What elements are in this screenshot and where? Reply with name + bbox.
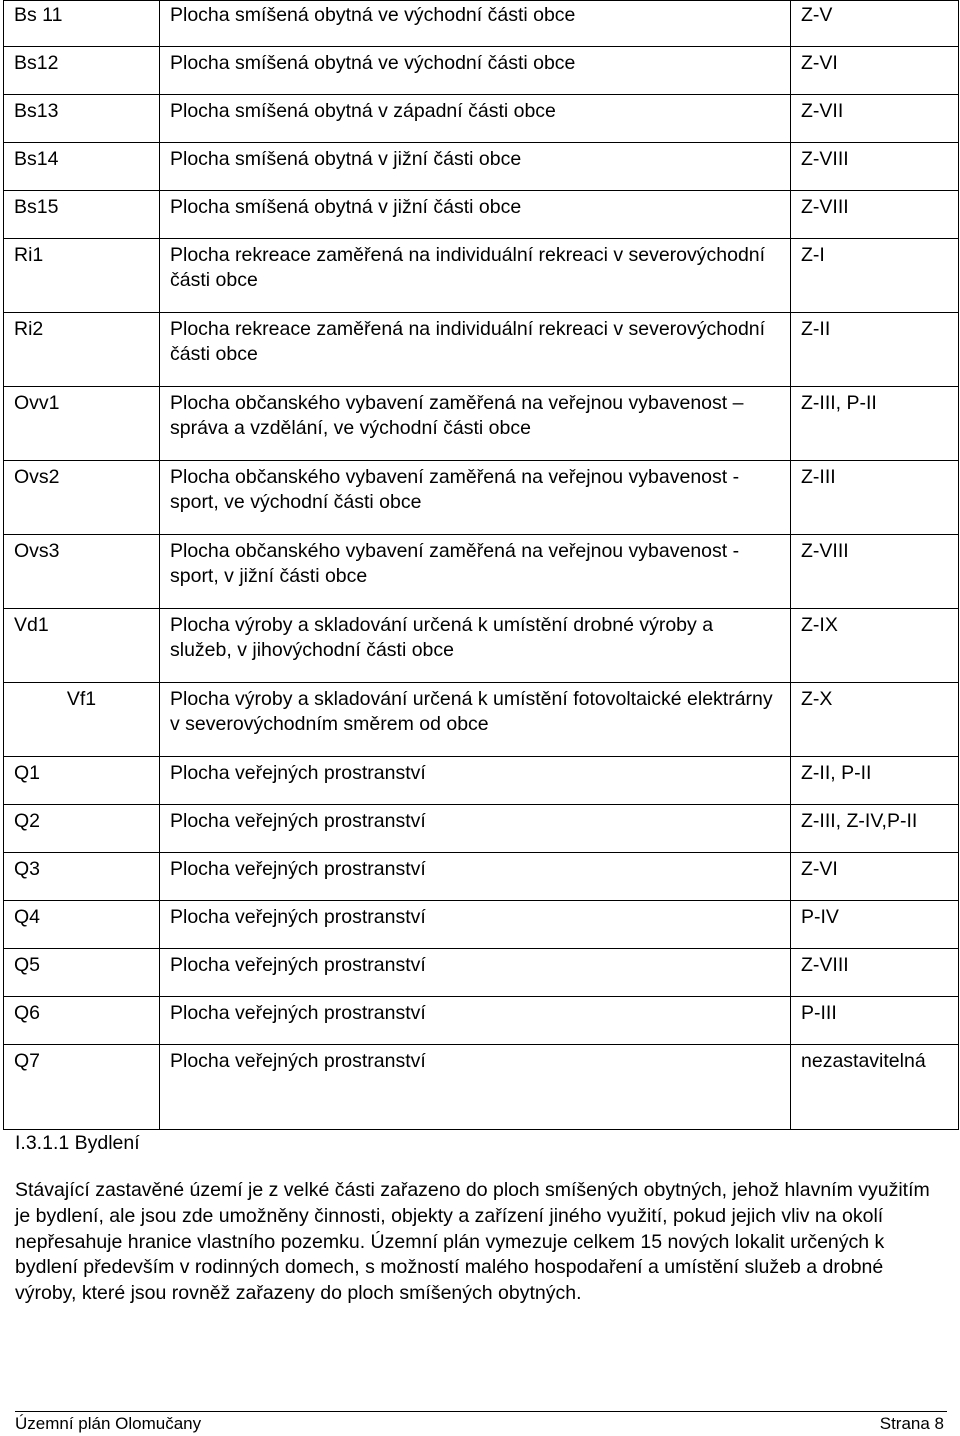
area-description: Plocha veřejných prostranství <box>160 901 791 949</box>
area-description: Plocha občanského vybavení zaměřená na veřejnou vybavenost – správa a vzdělání, ve východní části obce <box>160 387 791 461</box>
area-code: Bs13 <box>4 95 160 143</box>
zone-reference: Z-VIII <box>791 535 959 609</box>
section-paragraph: Stávající zastavěné území je z velké části zařazeno do ploch smíšených obytných, jehož hlavním využitím je bydlení, ale jsou zde umožněny činnosti, objekty a zařízení jiného využití, pokud jejich vliv na okolí nepřesahuje hranice vlastního pozemku. Územní plán vymezuje celkem 15 nových lokalit určených k bydlení především v rodinných domech, s možností malého hospodaření a umístění služeb a drobné výroby, které jsou rovněž zařazeny do ploch smíšených obytných. <box>15 1179 930 1305</box>
zone-reference: P-III <box>791 997 959 1045</box>
table-row <box>4 95 959 143</box>
table-row <box>4 239 959 313</box>
table-row <box>4 609 959 683</box>
area-description: Plocha veřejných prostranství <box>160 997 791 1045</box>
area-code: Ovs3 <box>4 535 160 609</box>
area-description: Plocha smíšená obytná ve východní části obce <box>160 1 791 47</box>
area-code: Bs15 <box>4 191 160 239</box>
footer-divider <box>15 1411 947 1412</box>
area-code: Q5 <box>4 949 160 997</box>
table-row <box>4 387 959 461</box>
zone-reference: Z-VIII <box>791 143 959 191</box>
zone-reference: nezastavitelná <box>791 1045 959 1130</box>
table-row <box>4 805 959 853</box>
section-heading: I.3.1.1 Bydlení <box>15 1132 140 1154</box>
table-row <box>4 313 959 387</box>
zone-reference: Z-III, P-II <box>791 387 959 461</box>
table-row <box>4 191 959 239</box>
area-description: Plocha smíšená obytná v jižní části obce <box>160 143 791 191</box>
zones-table <box>3 0 959 1130</box>
area-description: Plocha veřejných prostranství <box>160 805 791 853</box>
area-description: Plocha smíšená obytná ve východní části obce <box>160 47 791 95</box>
zone-reference: Z-I <box>791 239 959 313</box>
area-description: Plocha veřejných prostranství <box>160 853 791 901</box>
area-code: Q1 <box>4 757 160 805</box>
area-description: Plocha rekreace zaměřená na individuální rekreaci v severovýchodní části obce <box>160 239 791 313</box>
table-row <box>4 1045 959 1130</box>
area-description: Plocha výroby a skladování určená k umístění drobné výroby a služeb, v jihovýchodní části obce <box>160 609 791 683</box>
area-description: Plocha rekreace zaměřená na individuální rekreaci v severovýchodní části obce <box>160 313 791 387</box>
table-row <box>4 757 959 805</box>
zone-reference: Z-IX <box>791 609 959 683</box>
zone-reference: Z-VIII <box>791 191 959 239</box>
zone-reference: Z-VII <box>791 95 959 143</box>
area-code: Ri2 <box>4 313 160 387</box>
area-code: Q3 <box>4 853 160 901</box>
zone-reference: Z-III, Z-IV,P-II <box>791 805 959 853</box>
zone-reference: Z-III <box>791 461 959 535</box>
table-row <box>4 683 959 757</box>
zone-reference: Z-II <box>791 313 959 387</box>
table-row <box>4 949 959 997</box>
area-description: Plocha výroby a skladování určená k umístění fotovoltaické elektrárny v severovýchodním směrem od obce <box>160 683 791 757</box>
area-code: Ri1 <box>4 239 160 313</box>
area-description: Plocha smíšená obytná v západní části obce <box>160 95 791 143</box>
area-code: Bs12 <box>4 47 160 95</box>
table-row <box>4 997 959 1045</box>
table-row <box>4 47 959 95</box>
area-description: Plocha veřejných prostranství <box>160 949 791 997</box>
area-code: Q2 <box>4 805 160 853</box>
zone-reference: Z-V <box>791 1 959 47</box>
zones-table-body <box>4 1 959 1130</box>
area-description: Plocha občanského vybavení zaměřená na veřejnou vybavenost - sport, v jižní části obce <box>160 535 791 609</box>
zone-reference: Z-II, P-II <box>791 757 959 805</box>
area-code: Q7 <box>4 1045 160 1130</box>
zone-reference: Z-VI <box>791 47 959 95</box>
table-row <box>4 535 959 609</box>
zone-reference: Z-X <box>791 683 959 757</box>
area-code: Bs 11 <box>4 1 160 47</box>
table-row <box>4 143 959 191</box>
area-description: Plocha smíšená obytná v jižní části obce <box>160 191 791 239</box>
area-code: Ovv1 <box>4 387 160 461</box>
table-row <box>4 1 959 47</box>
area-description: Plocha veřejných prostranství <box>160 757 791 805</box>
area-code: Vf1 <box>4 683 160 757</box>
footer-document-title: Územní plán Olomučany <box>15 1414 202 1433</box>
area-code: Q6 <box>4 997 160 1045</box>
area-code: Q4 <box>4 901 160 949</box>
area-code: Vd1 <box>4 609 160 683</box>
area-description: Plocha veřejných prostranství <box>160 1045 791 1130</box>
area-description: Plocha občanského vybavení zaměřená na veřejnou vybavenost - sport, ve východní části obce <box>160 461 791 535</box>
table-row <box>4 853 959 901</box>
table-row <box>4 901 959 949</box>
footer-page-number: Strana 8 <box>879 1414 944 1433</box>
area-code: Ovs2 <box>4 461 160 535</box>
zone-reference: Z-VIII <box>791 949 959 997</box>
zone-reference: Z-VI <box>791 853 959 901</box>
zone-reference: P-IV <box>791 901 959 949</box>
area-code: Bs14 <box>4 143 160 191</box>
table-row <box>4 461 959 535</box>
